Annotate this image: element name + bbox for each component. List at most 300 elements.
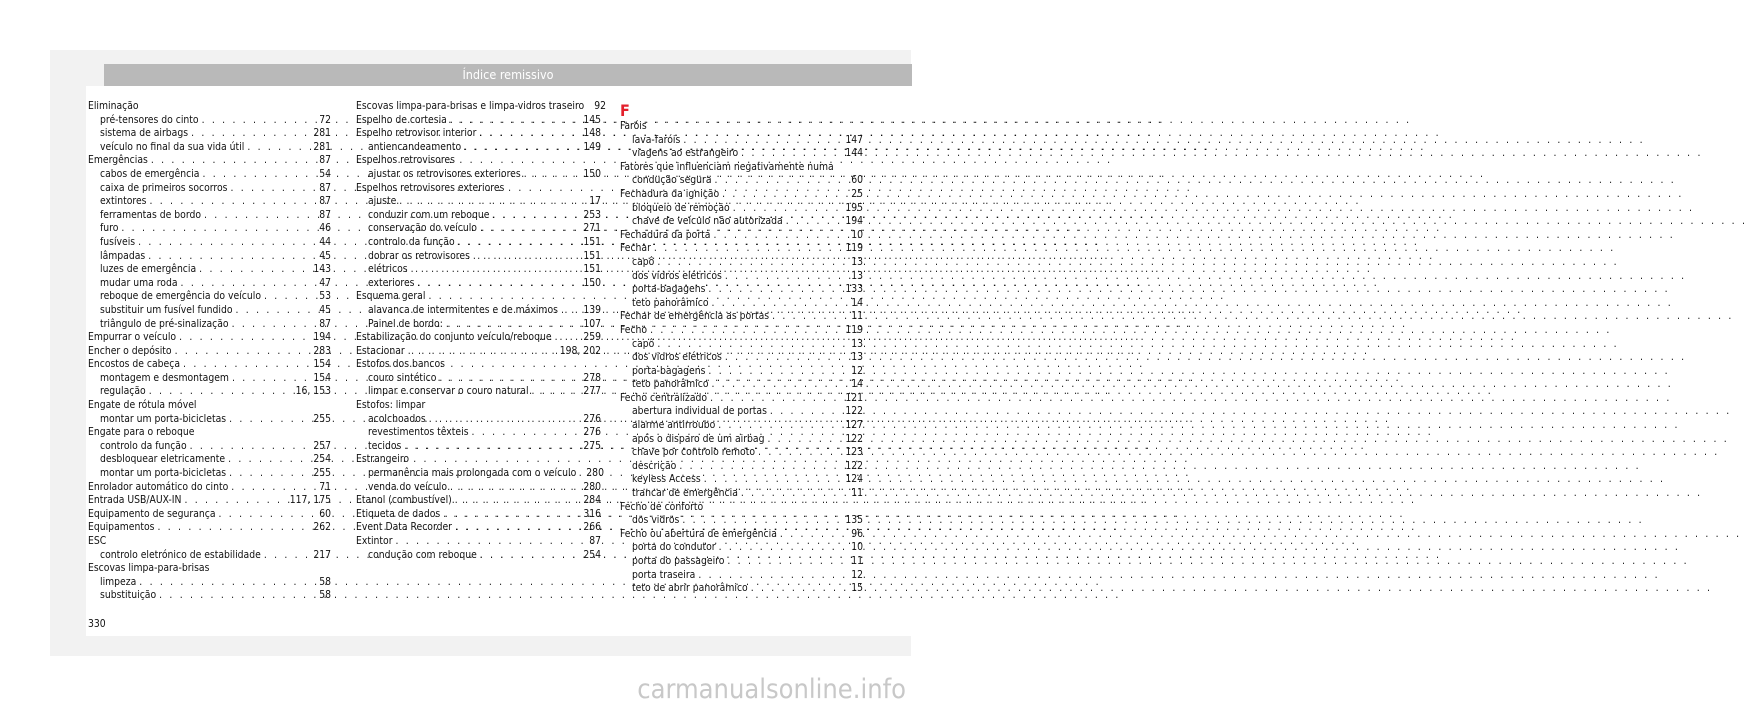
dot-leader <box>393 535 590 549</box>
index-subentry <box>356 426 601 440</box>
index-subentry <box>356 467 604 481</box>
entry-term: conservação do veículo <box>368 222 477 235</box>
entry-term: condução com reboque <box>368 548 477 561</box>
entry-page-ref: 124 <box>845 473 863 486</box>
index-entry <box>88 426 331 440</box>
index-column-3 <box>620 100 863 596</box>
entry-page-ref: 60 <box>319 507 331 520</box>
dot-leader <box>777 528 851 542</box>
dot-leader <box>738 487 851 501</box>
index-subentry <box>88 453 331 467</box>
entry-term: Fecho centralizado <box>620 391 708 404</box>
index-entry <box>356 508 601 522</box>
index-subentry <box>88 440 331 454</box>
entry-page-ref: 133 <box>845 283 863 296</box>
entry-page-ref: 123 <box>845 446 863 459</box>
index-subentry <box>356 250 601 264</box>
dot-leader <box>196 263 313 277</box>
entry-term: Event Data Recorder <box>356 521 452 534</box>
index-entry <box>620 229 863 243</box>
entry-page-ref: 16, 153 <box>295 385 331 398</box>
dot-leader <box>679 514 845 528</box>
entry-term: controlo eletrónico de estabilidade <box>100 548 261 561</box>
index-subentry <box>356 549 601 563</box>
dot-leader <box>558 304 583 318</box>
entry-page-ref: 13 <box>851 351 863 364</box>
dot-leader <box>187 440 314 454</box>
dot-leader <box>676 460 845 474</box>
dot-leader <box>783 215 846 229</box>
entry-page-ref: 151 <box>583 263 601 276</box>
entry-page-ref: 262 <box>313 521 331 534</box>
index-column-2 <box>356 100 607 562</box>
entry-page-ref: 275 <box>583 439 601 452</box>
dot-leader <box>226 413 313 427</box>
dot-leader <box>455 236 584 250</box>
entry-page-ref: 194 <box>313 331 331 344</box>
index-entry <box>88 345 331 359</box>
index-subentry <box>88 141 331 155</box>
index-subentry <box>88 127 331 141</box>
entry-term: montar um porta-bicicletas <box>100 467 227 480</box>
entry-page-ref: 87 <box>319 181 331 194</box>
index-entry <box>356 100 607 114</box>
entry-page-ref: 107 <box>583 317 601 330</box>
entry-term: pré-tensores do cinto <box>100 113 199 126</box>
entry-term: Espelho retrovisor interior <box>356 127 477 140</box>
dot-leader <box>716 541 852 555</box>
entry-page-ref: 127 <box>845 419 863 432</box>
entry-term: substituição <box>100 589 157 602</box>
entry-page-ref: 119 <box>845 323 863 336</box>
entry-page-ref: 60 <box>851 174 863 187</box>
index-entry <box>356 154 601 168</box>
entry-term: bloqueio de remoção <box>632 201 730 214</box>
page-number: 330 <box>88 618 106 630</box>
dot-leader <box>722 270 851 284</box>
entry-page-ref: 96 <box>851 527 863 540</box>
entry-term: controlo da função <box>100 439 187 452</box>
dot-leader <box>710 229 851 243</box>
entry-page-ref: 87 <box>589 535 601 547</box>
entry-page-ref: 53 <box>319 290 331 303</box>
entry-page-ref: 13 <box>851 255 863 268</box>
dot-leader <box>199 168 319 182</box>
entry-page-ref: 45 <box>319 249 331 262</box>
entry-term: Engate para o reboque <box>88 426 195 439</box>
entry-page-ref: 87 <box>319 154 331 167</box>
entry-term: Fechadura da porta <box>620 228 711 241</box>
entry-term: Fecho de conforto <box>620 500 704 513</box>
entry-term: ajuste <box>368 195 397 208</box>
entry-term: Estabilização do conjunto veículo/reboque <box>356 331 552 344</box>
entry-page-ref: 217 <box>313 548 331 561</box>
index-subentry <box>620 541 863 555</box>
entry-term: ajustar os retrovisores exteriores <box>368 167 521 180</box>
entry-page-ref: 122 <box>845 432 863 445</box>
entry-term: Espelhos retrovisores exteriores <box>356 181 505 194</box>
entry-page-ref: 10 <box>851 541 863 554</box>
dot-leader <box>722 351 851 365</box>
dot-leader <box>156 589 319 603</box>
index-subentry <box>356 440 601 454</box>
entry-page-ref: 284 <box>583 494 601 507</box>
entry-term: viagens ao estrangeiro <box>632 147 739 160</box>
index-subentry <box>620 256 863 270</box>
entry-page-ref: 150 <box>583 167 601 180</box>
dot-leader <box>226 467 313 481</box>
index-subentry <box>356 277 601 291</box>
index-subentry <box>88 114 331 128</box>
entry-term: Engate de rótula móvel <box>88 399 197 412</box>
index-subentry <box>620 405 863 419</box>
dot-leader <box>145 250 319 264</box>
index-entry <box>88 399 331 413</box>
entry-term: Encher o depósito <box>88 344 172 357</box>
index-entry <box>88 481 331 495</box>
index-subentry <box>620 351 863 365</box>
dot-leader <box>415 277 584 291</box>
dot-leader <box>715 419 845 433</box>
index-entry <box>356 182 601 196</box>
entry-term: alarme antirroubo <box>632 419 716 432</box>
entry-term: Encostos de cabeça <box>88 358 181 371</box>
index-entry <box>88 100 331 114</box>
entry-page-ref: 154 <box>313 371 331 384</box>
dot-leader <box>225 453 313 467</box>
entry-term: abertura individual de portas <box>632 405 767 418</box>
entry-page-ref: 257 <box>313 439 331 452</box>
dot-leader <box>452 521 583 535</box>
entry-page-ref: 11 <box>851 487 863 500</box>
watermark: carmanualsonline.info <box>637 674 906 705</box>
dot-leader <box>709 378 852 392</box>
index-subentry <box>88 263 331 277</box>
entry-term: revestimentos têxteis <box>368 426 469 439</box>
index-subentry <box>356 209 601 223</box>
index-entry <box>88 331 331 345</box>
entry-page-ref: 10 <box>851 228 863 241</box>
entry-term: Escovas limpa-para-brisas <box>88 562 210 575</box>
entry-page-ref: 149 <box>583 140 601 153</box>
entry-term: Estofos: limpar <box>356 399 426 412</box>
entry-page-ref: 283 <box>313 344 331 357</box>
entry-page-ref: 135 <box>845 514 863 527</box>
index-subentry <box>620 215 863 229</box>
entry-term: teto de abrir panorâmico <box>632 582 748 595</box>
dot-leader <box>216 508 320 522</box>
entry-page-ref: 58 <box>319 575 331 588</box>
entry-page-ref: 72 <box>319 113 331 126</box>
entry-page-ref: 11 <box>851 555 863 567</box>
index-subentry <box>356 141 601 155</box>
index-subentry <box>88 576 331 590</box>
index-subentry <box>88 318 331 332</box>
index-subentry <box>88 549 331 563</box>
dot-leader <box>447 481 583 495</box>
dot-leader <box>228 182 320 196</box>
entry-page-ref: 271 <box>583 222 601 235</box>
dot-leader <box>408 263 584 277</box>
entry-page-ref: 92 <box>594 100 607 112</box>
entry-page-ref: 316 <box>583 507 601 520</box>
index-entry <box>620 120 863 134</box>
entry-page-ref: 147 <box>845 133 863 146</box>
entry-term: Faróis <box>620 120 647 132</box>
dot-leader <box>405 345 560 359</box>
dot-leader <box>396 195 589 209</box>
entry-page-ref: 44 <box>319 235 331 248</box>
entry-page-ref: 139 <box>583 303 601 316</box>
index-subentry <box>356 318 601 332</box>
entry-page-ref: 58 <box>319 589 331 602</box>
entry-term: Estofos dos bancos <box>356 358 446 371</box>
dot-leader <box>154 521 313 535</box>
dot-leader <box>436 372 583 386</box>
entry-page-ref: 122 <box>845 459 863 472</box>
entry-term: condução segura <box>632 174 712 187</box>
dot-leader <box>229 318 320 332</box>
entry-page-ref: 255 <box>313 412 331 425</box>
index-entry <box>620 310 863 324</box>
entry-page-ref: 151 <box>583 249 601 262</box>
index-subentry <box>620 365 863 379</box>
entry-term: alavanca de intermitentes e de máximos <box>368 303 558 316</box>
entry-term: Equipamentos <box>88 521 155 534</box>
index-entry <box>620 528 863 542</box>
entry-term: porta do passageiro <box>632 555 725 567</box>
index-entry <box>356 331 601 345</box>
index-subentry <box>620 283 863 297</box>
index-subentry <box>620 134 863 148</box>
entry-page-ref: 54 <box>319 167 331 180</box>
dot-leader <box>148 154 319 168</box>
entry-term: Fecho ou abertura de emergência <box>620 527 777 540</box>
index-subentry <box>88 385 331 399</box>
index-entry <box>356 345 601 359</box>
index-subentry <box>620 338 863 352</box>
entry-term: Fecho <box>620 323 648 336</box>
index-subentry <box>620 147 863 161</box>
index-subentry <box>356 195 601 209</box>
index-subentry <box>356 236 601 250</box>
dot-leader <box>724 555 851 569</box>
entry-term: Painel de bordo: <box>368 317 443 330</box>
index-subentry <box>356 222 601 236</box>
dot-leader <box>552 331 584 345</box>
index-subentry <box>88 277 331 291</box>
entry-page-ref: 71 <box>319 480 331 493</box>
entry-term: Equipamento de segurança <box>88 507 216 520</box>
index-subentry <box>88 236 331 250</box>
entry-term: veículo no final da sua vida útil <box>100 140 245 153</box>
index-entry <box>620 324 863 338</box>
entry-term: montagem e desmontagem <box>100 371 229 384</box>
dot-leader <box>178 277 320 291</box>
index-subentry <box>356 385 601 399</box>
entry-page-ref: 87 <box>319 208 331 221</box>
entry-term: venda do veículo <box>368 480 448 493</box>
dot-leader <box>181 494 289 508</box>
dot-leader <box>229 372 313 386</box>
entry-term: limpar e conservar o couro natural <box>368 385 529 398</box>
index-entry <box>356 127 601 141</box>
dot-leader <box>180 358 313 372</box>
entry-page-ref: 280 <box>583 480 601 493</box>
entry-page-ref: 87 <box>319 195 331 208</box>
index-entry <box>356 521 601 535</box>
entry-page-ref: 148 <box>583 127 601 140</box>
dot-leader <box>146 385 296 399</box>
dot-leader <box>476 127 583 141</box>
index-subentry <box>620 270 863 284</box>
dot-leader <box>447 114 583 128</box>
entry-page-ref: 14 <box>851 296 863 309</box>
entry-term: Estrangeiro <box>356 453 410 466</box>
entry-page-ref: 194 <box>845 215 863 228</box>
entry-page-ref: 281 <box>313 140 331 153</box>
dot-leader <box>477 549 584 563</box>
entry-term: Fechar de emergência as portas <box>620 310 770 323</box>
dot-leader <box>767 405 845 419</box>
dot-leader <box>199 114 320 128</box>
index-subentry <box>88 304 331 318</box>
dot-leader <box>176 331 313 345</box>
entry-term: Fechadura da ignição <box>620 187 720 200</box>
entry-term: extintores <box>100 195 147 208</box>
entry-term: chave de veículo não autorizada <box>632 215 783 228</box>
dot-leader <box>748 582 851 596</box>
dot-leader <box>769 310 851 324</box>
entry-page-ref: 150 <box>583 276 601 289</box>
entry-page-ref: 255 <box>313 467 331 480</box>
entry-page-ref: 254 <box>313 453 331 466</box>
index-entry <box>88 508 331 522</box>
entry-page-ref: 254 <box>583 548 601 561</box>
entry-page-ref: 47 <box>319 276 331 289</box>
entry-term: Etiqueta de dados <box>356 507 441 520</box>
entry-term: luzes de emergência <box>100 263 197 276</box>
dot-leader <box>443 318 583 332</box>
dot-leader <box>452 494 584 508</box>
entry-term: Extintor <box>356 535 393 547</box>
entry-term: chave por controlo remoto <box>632 446 756 459</box>
entry-term: dos vidros elétricos <box>632 269 722 282</box>
entry-term: lava-faróis <box>632 133 681 146</box>
dot-leader <box>738 147 845 161</box>
dot-leader <box>707 392 845 406</box>
entry-page-ref: 276 <box>583 426 601 439</box>
index-letter-heading: F <box>620 101 630 120</box>
dot-leader <box>146 195 319 209</box>
dot-leader <box>719 188 851 202</box>
entry-term: sistema de airbags <box>100 127 189 140</box>
dot-leader <box>654 256 851 270</box>
dot-leader <box>118 222 319 236</box>
dot-leader <box>228 481 319 495</box>
index-subentry <box>88 222 331 236</box>
index-subentry <box>88 413 331 427</box>
dot-leader <box>705 365 851 379</box>
entry-term: Eliminação <box>88 100 139 112</box>
entry-term: Fatores que influenciam negativamente numa <box>620 160 834 173</box>
entry-page-ref: 281 <box>313 127 331 140</box>
entry-term: lâmpadas <box>100 249 146 262</box>
index-entry <box>88 494 331 508</box>
entry-page-ref: 13 <box>851 269 863 282</box>
index-subentry <box>620 419 863 433</box>
dot-leader <box>651 242 845 256</box>
entry-term: montar um porta-bicicletas <box>100 412 227 425</box>
entry-term: Espelho de cortesia <box>356 113 447 126</box>
entry-term: ESC <box>88 535 107 547</box>
entry-page-ref: 14 <box>851 378 863 391</box>
index-entry <box>356 453 601 467</box>
entry-page-ref: 25 <box>851 187 863 200</box>
dot-leader <box>654 338 851 352</box>
index-subentry <box>88 168 331 182</box>
entry-page-ref: 46 <box>319 222 331 235</box>
dot-leader <box>440 508 583 522</box>
index-entry <box>356 290 601 304</box>
index-subentry <box>88 182 331 196</box>
index-subentry <box>356 304 601 318</box>
entry-page-ref: 12 <box>851 364 863 377</box>
index-entry <box>88 535 331 549</box>
dot-leader <box>461 141 583 155</box>
entry-page-ref: 280 <box>586 467 604 480</box>
entry-term: Enrolador automático do cinto <box>88 480 229 493</box>
index-subentry <box>620 460 863 474</box>
entry-page-ref: 121 <box>845 391 863 404</box>
index-subentry <box>620 174 863 188</box>
dot-leader <box>172 345 314 359</box>
dot-leader <box>489 209 583 223</box>
entry-term: furo <box>100 222 119 235</box>
entry-term: antiencandeamento <box>368 140 462 153</box>
index-subentry <box>88 589 331 603</box>
entry-page-ref: 145 <box>583 113 601 126</box>
index-subentry <box>88 372 331 386</box>
dot-leader <box>233 304 320 318</box>
entry-page-ref: 198, 202 <box>559 344 601 357</box>
entry-term: Emergências <box>88 154 148 167</box>
entry-term: porta-bagagens <box>632 364 706 377</box>
entry-term: tecidos <box>368 439 402 452</box>
dot-leader <box>695 569 851 583</box>
index-subentry <box>356 481 601 495</box>
entry-term: Etanol (combustível) <box>356 494 452 507</box>
dot-leader <box>529 385 584 399</box>
index-entry <box>356 114 601 128</box>
dot-leader <box>730 202 846 216</box>
index-subentry <box>620 555 863 569</box>
entry-term: acolchoados <box>368 412 426 425</box>
entry-page-ref: 144 <box>845 147 863 160</box>
entry-term: ferramentas de bordo <box>100 208 201 221</box>
entry-page-ref: 11 <box>851 310 863 323</box>
index-subentry <box>620 473 863 487</box>
entry-term: Empurrar o veículo <box>88 331 177 344</box>
index-entry <box>620 392 863 406</box>
dot-leader <box>401 440 583 454</box>
entry-term: Escovas limpa-para-brisas e limpa-vidros traseiro <box>356 100 585 112</box>
entry-term: dos vidros elétricos <box>632 351 722 364</box>
dot-leader <box>261 549 314 563</box>
index-entry <box>356 358 601 372</box>
index-entry <box>356 494 601 508</box>
index-subentry <box>620 569 863 583</box>
